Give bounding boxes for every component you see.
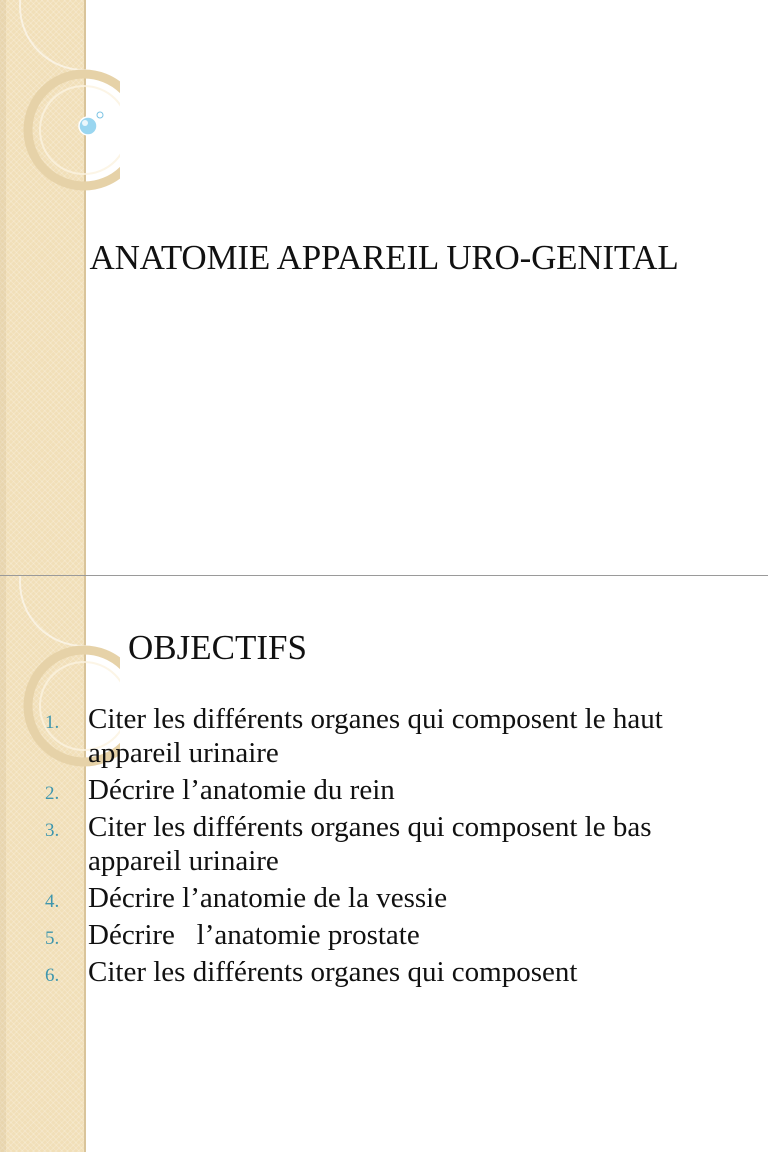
list-item-number: 4. bbox=[45, 891, 60, 912]
list-item bbox=[0, 810, 728, 878]
list-item-number: 5. bbox=[45, 928, 60, 949]
list-item-text: Citer les différents organes qui composent bbox=[88, 956, 578, 988]
decorative-rings-icon bbox=[0, 0, 120, 200]
objectives-list bbox=[0, 702, 728, 992]
list-item bbox=[0, 773, 728, 807]
list-item-number: 1. bbox=[45, 712, 60, 733]
list-item-number: 2. bbox=[45, 783, 60, 804]
list-item-text: Citer les différents organes qui composent le bas appareil urinaire bbox=[88, 811, 659, 877]
list-item bbox=[0, 881, 728, 915]
list-item-text: Citer les différents organes qui composent le haut appareil urinaire bbox=[88, 703, 671, 769]
list-item-text: Décrire l’anatomie de la vessie bbox=[88, 882, 448, 914]
slide-title: ANATOMIE APPAREIL URO-GENITAL bbox=[89, 238, 679, 277]
objectives-heading: OBJECTIFS bbox=[128, 628, 307, 667]
list-item-number: 3. bbox=[45, 820, 60, 841]
list-item-text: Décrire l’anatomie prostate bbox=[88, 919, 420, 951]
list-item bbox=[0, 702, 728, 770]
list-item bbox=[0, 918, 728, 952]
list-item bbox=[0, 955, 728, 989]
list-item-number: 6. bbox=[45, 965, 60, 986]
list-item-text: Décrire l’anatomie du rein bbox=[88, 774, 395, 806]
objectives-slide bbox=[0, 576, 768, 1152]
